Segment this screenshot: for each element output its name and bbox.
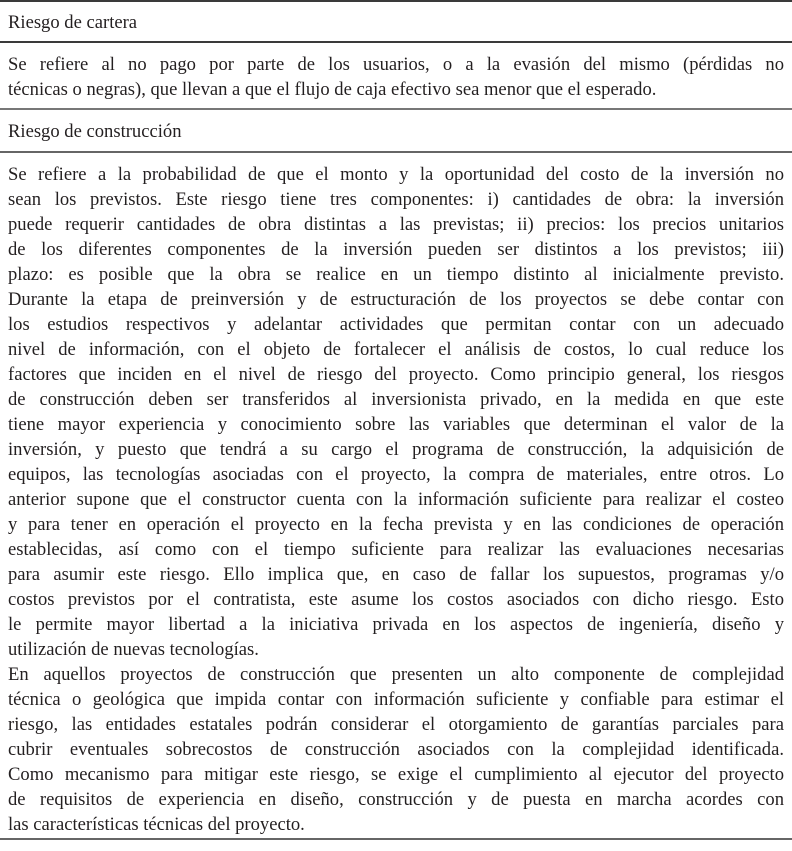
- text-line: factores que inciden en el nivel de riesgo del proyecto. Como principio general, los riesgos: [8, 364, 784, 385]
- text-line: inversión, y puesto que tendrá a su cargo el programa de construcción, la adquisición de: [8, 439, 784, 460]
- text-line: Se refiere a la probabilidad de que el monto y la oportunidad del costo de la inversión no: [8, 164, 784, 185]
- text-line: de los diferentes componentes de la inversión pueden ser distintos a los previstos; iii): [8, 239, 784, 260]
- text-line: establecidas, así como con el tiempo suficiente para realizar las evaluaciones necesarias: [8, 539, 784, 560]
- divider: [0, 108, 792, 110]
- text-line: técnicas o negras), que llevan a que el flujo de caja efectivo sea menor que el esperado.: [8, 79, 657, 100]
- bottom-rule: [0, 838, 792, 840]
- text-line: los estudios respectivos y adelantar actividades que permitan contar con un adecuado: [8, 314, 784, 335]
- text-line: riesgo, las entidades estatales podrán considerar el otorgamiento de garantías parciales para: [8, 714, 784, 735]
- text-line: En aquellos proyectos de construcción que presenten un alto componente de complejidad: [8, 664, 784, 685]
- text-line: puede requerir cantidades de obra distintas a las previstas; ii) precios: los precios unitarios: [8, 214, 784, 235]
- text-line: cubrir eventuales sobrecostos de construcción asociados con la complejidad identificada.: [8, 739, 784, 760]
- text-line: Durante la etapa de preinversión y de estructuración de los proyectos se debe contar con: [8, 289, 784, 310]
- text-line: de requisitos de experiencia en diseño, construcción y de puesta en marcha acordes con: [8, 789, 784, 810]
- text-line: para asumir este riesgo. Ello implica que, en caso de fallar los supuestos, programas y/o: [8, 564, 784, 585]
- text-line: utilización de nuevas tecnologías.: [8, 639, 259, 660]
- text-line: y para tener en operación el proyecto en la fecha prevista y en las condiciones de operación: [8, 514, 784, 535]
- divider: [0, 41, 792, 43]
- divider: [0, 151, 792, 153]
- text-line: nivel de información, con el objeto de fortalecer el análisis de costos, lo cual reduce los: [8, 339, 784, 360]
- top-rule: [0, 0, 792, 2]
- text-line: le permite mayor libertad a la iniciativa privada en los aspectos de ingeniería, diseño y: [8, 614, 784, 635]
- text-line: Como mecanismo para mitigar este riesgo, se exige el cumplimiento al ejecutor del proyecto: [8, 764, 784, 785]
- text-line: anterior supone que el constructor cuenta con la información suficiente para realizar el costeo: [8, 489, 784, 510]
- text-line: sean los previstos. Este riesgo tiene tres componentes: i) cantidades de obra: la inversión: [8, 189, 784, 210]
- text-line: las características técnicas del proyecto.: [8, 814, 305, 835]
- text-line: de construcción deben ser transferidos al inversionista privado, en la medida en que este: [8, 389, 784, 410]
- text-line: costos previstos por el contratista, este asume los costos asociados con dicho riesgo. Esto: [8, 589, 784, 610]
- text-line: plazo: es posible que la obra se realice en un tiempo distinto al inicialmente previsto.: [8, 264, 784, 285]
- section-body-cartera: [8, 52, 784, 102]
- section-body-construccion: [8, 162, 784, 837]
- section-title-construccion: Riesgo de construcción: [8, 121, 182, 142]
- text-line: Se refiere al no pago por parte de los usuarios, o a la evasión del mismo (pérdidas no: [8, 54, 784, 75]
- text-line: equipos, las tecnologías asociadas con el proyecto, la compra de materiales, entre otros. Lo: [8, 464, 784, 485]
- section-title-cartera: Riesgo de cartera: [8, 12, 138, 33]
- text-line: técnica o geológica que impida contar con información suficiente y confiable para estimar el: [8, 689, 784, 710]
- text-line: tiene mayor experiencia y conocimiento sobre las variables que determinan el valor de la: [8, 414, 784, 435]
